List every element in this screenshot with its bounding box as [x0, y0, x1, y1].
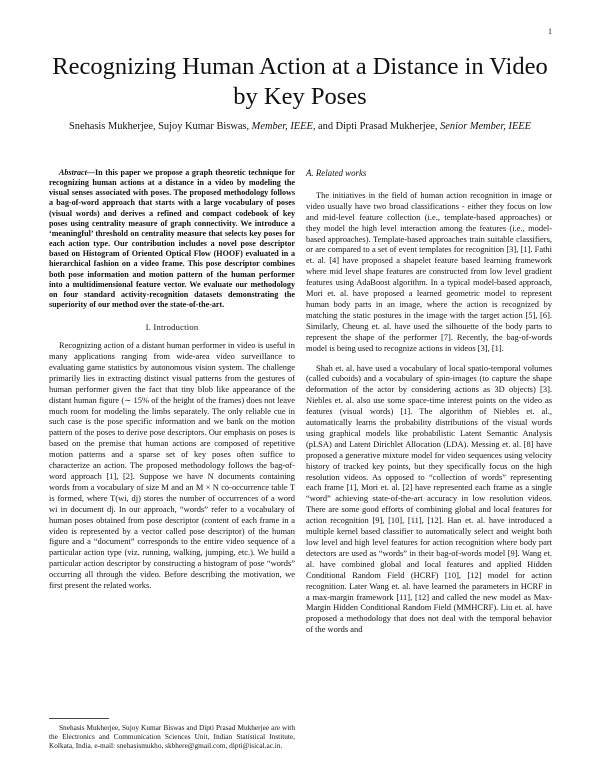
- left-column: [49, 168, 295, 600]
- author-role-2: Senior Member, IEEE: [440, 121, 532, 132]
- introduction-paragraph: Recognizing action of a distant human performer in video is useful in many applications ranging from wide-area video surveillance to evaluating game statistics by autonomous vision system. The challenge primarily lies in extracting distinct visual patterns from the gestures of human performer given the fact that tiny blob like appearance of the distant human figure (∼ 15% of the height of the frames) does not leave much room for modeling the limbs separately. The only reliable cue in such case is the pose specific information and we bank on the motion pattern of the poses to derive pose descriptors. Our emphasis on poses is based on the premise that human actions are composed of repetitive motion patterns and a sparse set of key poses often suffice to characterize an action. The proposed methodology follows the bag-of-word approach [1], [2]. Suppose we have N documents containing words from a vocabulary of size M and an M × N co-occurrence table T is formed, where T(wi, dj) stores the number of occurrences of a word wi in document dj. In our approach, “words” refer to a vocabulary of human poses obtained from pose descriptor (content of each frame in a video is represented by a vector called pose descriptor) of the human figure and a “document” corresponds to the entire video sequence of a particular action type (viz. running, walking, jumping, etc.). We build a particular action descriptor by constructing a histogram of pose “words” occurring all through the video. Before describing the motivation, we first present the related works.: [49, 340, 295, 591]
- related-works-paragraph-2: Shah et. al. have used a vocabulary of local spatio-temporal volumes (called cuboids) and a vocabulary of spin-images (to capture the shape deformation of the actor by considering actions as 3D objects) [3]. Niebles et. al. also use some space-time interest points on the video as features (visual words) [1]. The algorithm of Niebles et. al., automatically learns the probability distributions of the visual words using graphical models like probabilistic Latent Semantic Analysis (pLSA) and Latent Dirichlet Allocation (LDA). Messing et. al. [8] have proposed a generative mixture model for video sequences using velocity history of tracked key points, but they specifically focus on the high resolution videos. As opposed to “collection of words” representing each frame [1], Mori et. al. [2] have represented each frame as a single “word” achieving state-of-the-art accuracy in low resolution videos. There are some good efforts of combining global and local features for action recognition [9], [10], [11], [12]. Han et. al. have introduced a multiple kernel based classifier to automatically select and weight both low level and high level features for action recognition where body part detectors are used as “words” in their bag-of-words model [9]. Wang et. al. have combined global and local features and applied Hidden Conditional Random Field (HCRF) [10], [12] model for action recognition. Later Wang et. al. have learned the parameters in HCRF in a max-margin framework [11], [12] and called the new model as Max-Margin Hidden Conditional Random Field (MMHCRF). Liu et. al. have proposed a methodology that does not deal with the temporal behavior of the words and: [306, 362, 552, 635]
- abstract-text: —In this paper we propose a graph theoretic technique for recognizing human actions at a distance in a video by modeling the visual senses associated with poses. The proposed methodology follows a bag-of-word approach that starts with a large vocabulary of poses (visual words) and derives a refined and compact codebook of key poses using centrality measure of graph connectivity. We introduce a ‘meaningful’ threshold on centrality measure that selects key poses for each action type. Our contribution includes a novel pose descriptor based on Histogram of Oriented Optical Flow (HOOF) evaluated in a hierarchical fashion on a video frame. This pose descriptor combines both pose information and motion pattern of the human performer into a multidimensional feature vector. We evaluate our methodology on four standard activity-recognition datasets demonstrating the superiority of our method over the state-of-the-art.: [49, 168, 295, 310]
- author-names-2: , and Dipti Prasad Mukherjee,: [312, 121, 441, 132]
- abstract-lead: Abstract: [59, 168, 87, 177]
- author-footnote: Snehasis Mukherjee, Sujoy Kumar Biswas and Dipti Prasad Mukherjee are with the Electronics and Communication Sciences Unit, Indian Statistical Institute, Kolkata, India. e-mail: snehasismukho, skbhere@gmail.com, dipti@isical.ac.in.: [49, 723, 295, 750]
- author-line: [30, 121, 570, 132]
- paper-title: Recognizing Human Action at a Distance in Video by Key Poses: [52, 53, 548, 110]
- footnote-rule: [49, 718, 109, 719]
- section-heading-introduction: I. Introduction: [145, 322, 199, 333]
- right-column: [306, 168, 552, 644]
- abstract: [49, 168, 295, 310]
- author-role-1: Member, IEEE: [251, 121, 313, 132]
- related-works-paragraph-1: The initiatives in the field of human action recognition in image or video usually have two broad classifications - either they focus on low and mid-level feature collection (i.e., template-based approaches) or they model the high level interaction among the features (i.e., model-based approaches). Template-based approaches train suitable classifiers, or are compared to a set of event templates for recognition [3], [1]. Fathi et. al. [4] have proposed a shapelet feature based learning framework where mid level shape features are constructed from low level gradient features using AdaBoost algorithm. In a typical model-based approach, Mori et. al. have proposed a learned geometric model to represent human body parts in an image, where the action is recognized by matching the static postures in the image with the target action [5], [6]. Similarly, Cheung et. al. have used the silhouette of the body parts to represent the shape of the performer [7]. Recently, the bag-of-words model is being used to recognize actions in videos [3], [1].: [306, 189, 552, 353]
- author-names-1: Snehasis Mukherjee, Sujoy Kumar Biswas,: [68, 121, 252, 132]
- page-number: 1: [548, 27, 552, 36]
- subsection-heading-related-works: A. Related works: [306, 168, 367, 178]
